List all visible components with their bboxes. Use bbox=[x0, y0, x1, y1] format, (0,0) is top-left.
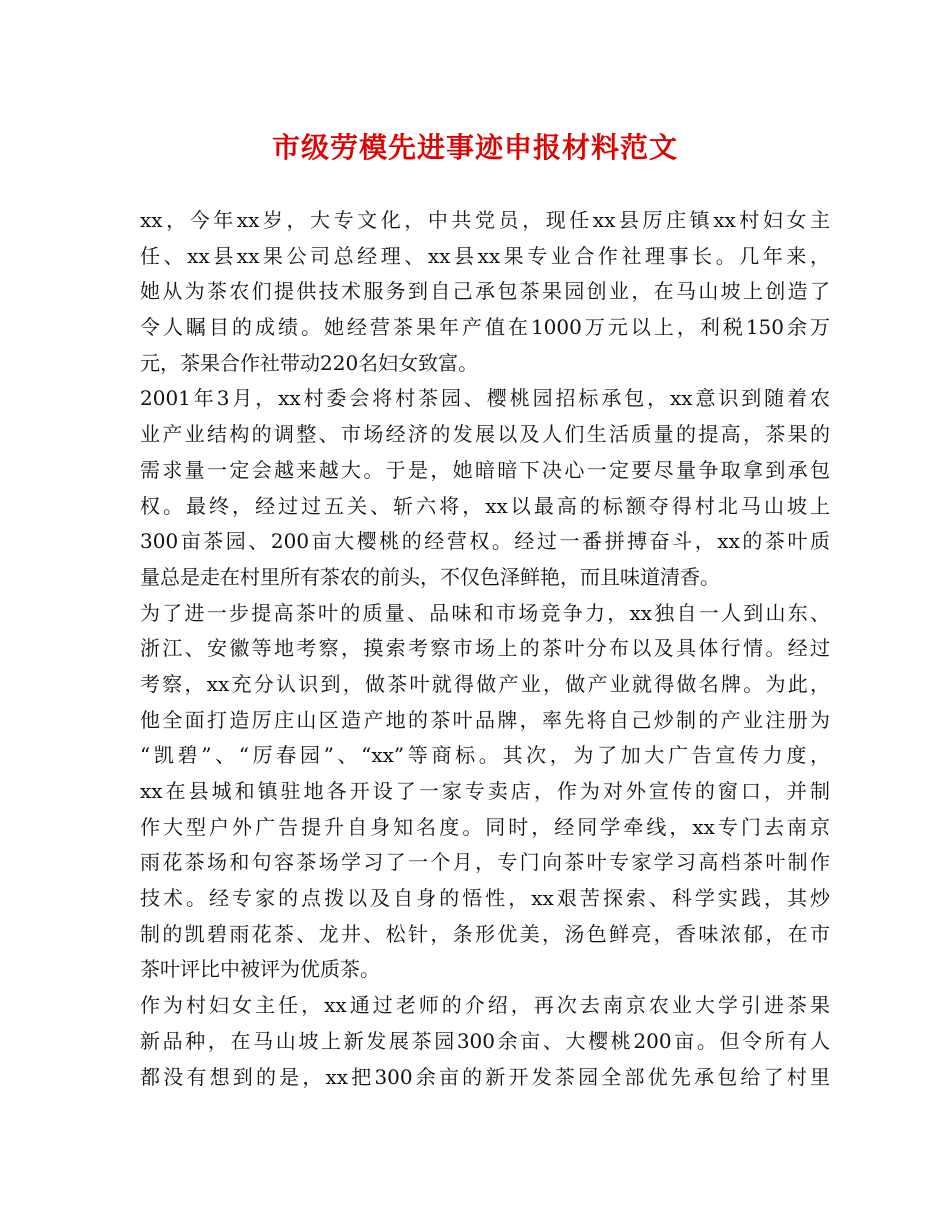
text-line: 300亩茶园、200亩大樱桃的经营权。经过一番拼搏奋斗，xx的茶叶质 bbox=[140, 529, 830, 554]
text-line: 权。最终，经过过五关、斩六将，xx以最高的标额夺得村北马山坡上 bbox=[140, 493, 830, 518]
text-line: 需求量一定会越来越大。于是，她暗暗下决心一定要尽量争取拿到承包 bbox=[140, 457, 830, 482]
text-line: 技术。经专家的点拨以及自身的悟性，xx艰苦探索、科学实践，其炒 bbox=[140, 886, 830, 911]
text-line: 他全面打造厉庄山区造产地的茶叶品牌，率先将自己炒制的产业注册为 bbox=[140, 707, 830, 732]
text-line: 元，茶果合作社带动220名妇女致富。 bbox=[140, 350, 479, 375]
text-line: 她从为茶农们提供技术服务到自己承包茶果园创业，在马山坡上创造了 bbox=[140, 279, 830, 304]
text-line: xx在县城和镇驻地各开设了一家专卖店，作为对外宣传的窗口，并制 bbox=[140, 779, 830, 803]
text-line: 浙江、安徽等地考察，摸索考察市场上的茶叶分布以及具体行情。经过 bbox=[140, 636, 830, 661]
text-line: xx，今年xx岁，大专文化，中共党员，现任xx县厉庄镇xx村妇女主 bbox=[140, 208, 830, 232]
text-line: 新品种，在马山坡上新发展茶园300余亩、大樱桃200亩。但令所有人 bbox=[140, 1028, 830, 1053]
text-line: 2001年3月，xx村委会将村茶园、樱桃园招标承包，xx意识到随着农 bbox=[140, 386, 830, 411]
text-line: “凯碧”、“厉春园”、“xx”等商标。其次，为了加大广告宣传力度， bbox=[140, 743, 830, 768]
text-line: 作为村妇女主任，xx通过老师的介绍，再次去南京农业大学引进茶果 bbox=[140, 993, 830, 1018]
text-line: 雨花茶场和句容茶场学习了一个月，专门向茶叶专家学习高档茶叶制作 bbox=[140, 850, 830, 875]
text-line: 任、xx县xx果公司总经理、xx县xx果专业合作社理事长。几年来， bbox=[140, 243, 830, 268]
text-line: 茶叶评比中被评为优质茶。 bbox=[140, 957, 380, 982]
text-line: 考察，xx充分认识到，做茶叶就得做产业，做产业就得做名牌。为此， bbox=[140, 671, 830, 696]
text-line: 都没有想到的是，xx把300余亩的新开发茶园全部优先承包给了村里 bbox=[140, 1064, 830, 1089]
text-line: 为了进一步提高茶叶的质量、品味和市场竞争力，xx独自一人到山东、 bbox=[140, 600, 830, 625]
document-title: 市级劳模先进事迹申报材料范文 bbox=[271, 131, 678, 164]
text-line: 量总是走在村里所有茶农的前头，不仅色泽鲜艳，而且味道清香。 bbox=[140, 564, 720, 589]
document-body bbox=[140, 203, 830, 1095]
text-line: 令人瞩目的成绩。她经营茶果年产值在1000万元以上，利税150余万 bbox=[140, 315, 830, 340]
text-line: 作大型户外广告提升自身知名度。同时，经同学牵线，xx专门去南京 bbox=[140, 814, 830, 839]
text-line: 业产业结构的调整、市场经济的发展以及人们生活质量的提高，茶果的 bbox=[140, 422, 830, 447]
text-line: 制的凯碧雨花茶、龙井、松针，条形优美，汤色鲜亮，香味浓郁，在市 bbox=[140, 921, 830, 946]
